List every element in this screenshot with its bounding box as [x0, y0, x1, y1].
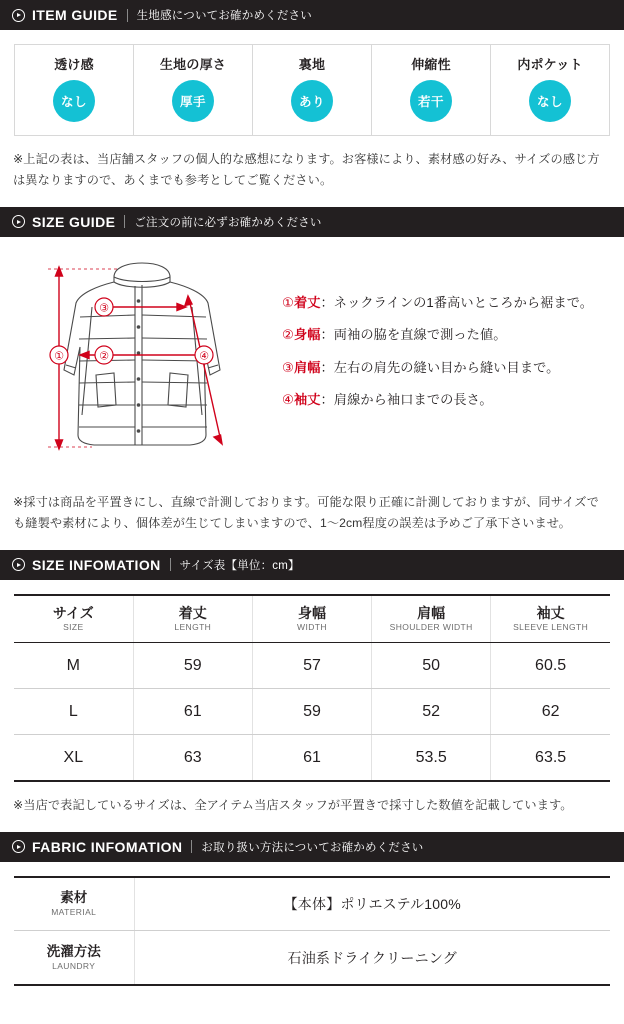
cell-sleeve-length: 62 — [491, 689, 610, 735]
cell-length: 63 — [133, 735, 252, 781]
size-table-wrap — [0, 580, 624, 782]
item-guide-table-wrap — [0, 30, 624, 136]
svg-text:④: ④ — [199, 349, 209, 363]
item-guide-value-badge: 若干 — [410, 80, 452, 122]
header-divider — [124, 215, 125, 228]
item-guide-label: 裏地 — [298, 57, 326, 72]
table-row — [14, 735, 610, 781]
cell-width: 59 — [252, 689, 371, 735]
column-header-en: SLEEVE LENGTH — [513, 622, 589, 633]
fabric-table-wrap — [0, 862, 624, 1006]
item-guide-label: 透け感 — [54, 57, 94, 72]
svg-text:①: ① — [54, 349, 64, 363]
item-guide-table — [14, 44, 610, 136]
column-header-size — [14, 595, 133, 643]
play-icon — [12, 558, 25, 571]
section-title: FABRIC INFOMATION — [32, 838, 183, 855]
legend-desc: ：肩線から袖口までの長さ。 — [320, 392, 493, 408]
section-subtitle: 生地感についてお確かめください — [136, 10, 312, 22]
cell-length: 59 — [133, 643, 252, 689]
item-guide-value-badge: なし — [53, 80, 95, 122]
table-header-row — [14, 595, 610, 643]
cell-width: 61 — [252, 735, 371, 781]
play-icon — [12, 9, 25, 22]
column-header-width — [252, 595, 371, 643]
legend-number: ③ — [282, 359, 294, 375]
legend-key: 身幅 — [293, 327, 321, 343]
fabric-table — [14, 876, 610, 986]
fabric-key-laundry — [14, 931, 134, 985]
svg-text:③: ③ — [99, 301, 109, 315]
legend-item-sleeve — [282, 390, 610, 410]
table-row — [14, 689, 610, 735]
header-divider — [191, 840, 192, 853]
legend-key: 袖丈 — [293, 392, 321, 408]
section-header-size-information — [0, 550, 624, 580]
section-subtitle: ご注文の前に必ずお確かめください — [134, 216, 322, 229]
legend-desc: ：左右の肩先の縫い目から縫い目まで。 — [320, 359, 560, 375]
column-header-en: WIDTH — [297, 622, 327, 633]
column-header-en: SHOULDER WIDTH — [389, 622, 473, 633]
column-header-en: SIZE — [63, 622, 84, 633]
table-row — [14, 931, 610, 985]
item-guide-cell-stretch — [372, 45, 491, 136]
fabric-key-en: LAUNDRY — [52, 960, 96, 971]
header-divider — [170, 558, 171, 571]
cell-shoulder-width: 53.5 — [372, 735, 491, 781]
cell-sleeve-length: 63.5 — [491, 735, 610, 781]
column-header-en: LENGTH — [174, 622, 212, 633]
item-guide-cell-lining — [253, 45, 372, 136]
fabric-key-jp: 素材 — [60, 890, 88, 906]
table-row — [14, 643, 610, 689]
fabric-value-laundry: 石油系ドライクリーニング — [134, 931, 610, 985]
legend-desc: ：両袖の脇を直線で測った値。 — [320, 327, 507, 343]
section-subtitle: サイズ表【単位：cm】 — [179, 559, 300, 572]
section-title: SIZE INFOMATION — [32, 556, 161, 573]
size-guide-note: ※採寸は商品を平置きにし、直線で計測しております。可能な限り正確に計測しておりますが、同サイズでも縫製や素材により、個体差が生じてしまいますので、1〜2cm程度の誤差は予めご了承下さいませ。 — [13, 494, 599, 530]
cell-size: L — [14, 689, 133, 735]
item-guide-label: 生地の厚さ — [159, 57, 226, 72]
size-guide-legend — [282, 255, 610, 423]
column-header-jp: サイズ — [52, 604, 94, 621]
fabric-key-jp: 洗濯方法 — [46, 943, 101, 959]
column-header-jp: 身幅 — [297, 604, 326, 621]
fabric-key-material — [14, 877, 134, 931]
column-header-sleeve-length — [491, 595, 610, 643]
item-guide-cell-thickness — [134, 45, 253, 136]
jacket-measurement-illustration — [14, 255, 282, 470]
cell-size: M — [14, 643, 133, 689]
cell-shoulder-width: 50 — [372, 643, 491, 689]
section-title: ITEM GUIDE — [32, 7, 118, 23]
svg-text:②: ② — [99, 349, 109, 363]
cell-width: 57 — [252, 643, 371, 689]
section-title: SIZE GUIDE — [32, 213, 116, 230]
fabric-value-material: 【本体】ポリエステル100% — [134, 877, 610, 931]
section-header-size-guide — [0, 207, 624, 237]
legend-desc: ：ネックラインの1番高いところから裾まで。 — [320, 294, 594, 310]
item-guide-label: 内ポケット — [517, 57, 583, 72]
legend-key: 肩幅 — [293, 359, 321, 375]
legend-item-width — [282, 325, 610, 345]
item-guide-cell-sheerness — [15, 45, 134, 136]
column-header-jp: 袖丈 — [536, 604, 565, 621]
legend-number: ② — [282, 327, 294, 343]
fabric-key-en: MATERIAL — [51, 907, 97, 918]
section-subtitle: お取り扱い方法についてお確かめください — [201, 841, 424, 854]
size-table — [14, 594, 610, 782]
item-guide-cell-inner-pocket — [491, 45, 610, 136]
section-header-item-guide — [0, 0, 624, 30]
legend-key: 着丈 — [293, 294, 321, 310]
legend-item-shoulder — [282, 358, 610, 378]
play-icon — [12, 840, 25, 853]
cell-shoulder-width: 52 — [372, 689, 491, 735]
item-guide-label: 伸縮性 — [411, 57, 451, 72]
column-header-jp: 着丈 — [178, 604, 207, 621]
section-header-fabric-information — [0, 832, 624, 862]
play-icon — [12, 215, 25, 228]
legend-item-length — [282, 293, 610, 313]
cell-sleeve-length: 60.5 — [491, 643, 610, 689]
cell-length: 61 — [133, 689, 252, 735]
item-guide-value-badge: 厚手 — [172, 80, 214, 122]
size-information-note: ※当店で表記しているサイズは、全アイテム当店スタッフが平置きで採寸した数値を記載しています。 — [13, 797, 573, 812]
jacket-diagram — [14, 255, 282, 475]
cell-size: XL — [14, 735, 133, 781]
column-header-jp: 肩幅 — [417, 604, 446, 621]
item-guide-value-badge: なし — [529, 80, 571, 122]
table-row — [15, 45, 610, 136]
item-guide-note: ※上記の表は、当店舗スタッフの個人的な感想になります。お客様により、素材感の好み、サイズの感じ方は異なりますので、あくまでも参考としてご覧ください。 — [13, 152, 600, 187]
item-guide-value-badge: あり — [291, 80, 333, 122]
table-row — [14, 877, 610, 931]
legend-number: ① — [282, 294, 294, 310]
column-header-shoulder-width — [372, 595, 491, 643]
column-header-length — [133, 595, 252, 643]
size-guide-body — [0, 237, 624, 479]
header-divider — [127, 9, 128, 22]
legend-number: ④ — [282, 392, 294, 408]
